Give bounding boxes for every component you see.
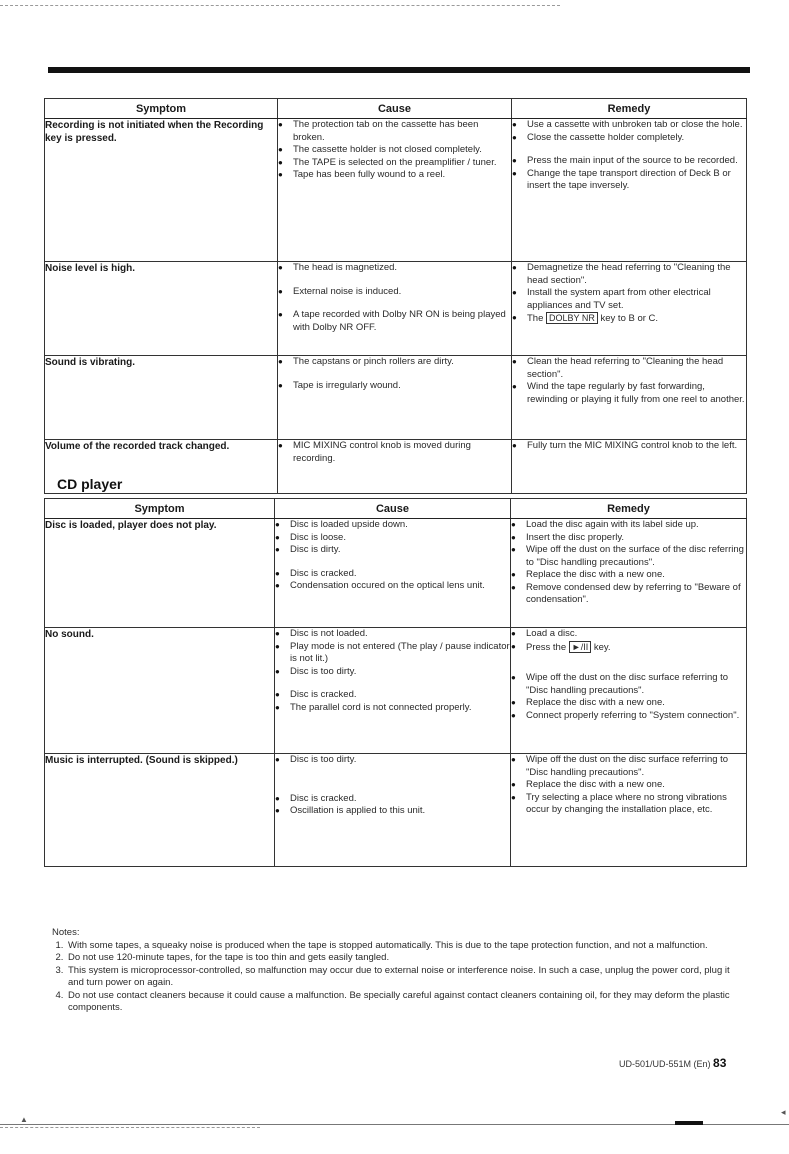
dolby-nr-key-label: DOLBY NR bbox=[546, 312, 598, 324]
note-item: 3. This system is microprocessor-controlled, so malfunction may occur due to external noise or interference noise. In such a case, unplug the power cord, plug it and turn power on again. bbox=[66, 965, 742, 990]
page-number: 83 bbox=[713, 1056, 727, 1070]
symptom-cell: Disc is loaded, player does not play. bbox=[45, 519, 275, 628]
cause-cell bbox=[275, 519, 511, 628]
remedy-item: ● Fully turn the MIC MIXING control knob to the left. bbox=[512, 440, 746, 453]
play-pause-key-label: ►/II bbox=[569, 641, 591, 653]
cause-item: ● The head is magnetized. bbox=[278, 262, 511, 275]
cause-cell bbox=[275, 754, 511, 867]
cause-item: ● Play mode is not entered (The play / pause indicator is not lit.) bbox=[275, 641, 510, 666]
cause-item: ● MIC MIXING control knob is moved during recording. bbox=[278, 440, 511, 465]
cause-item: ● Disc is too dirty. bbox=[275, 754, 510, 767]
cause-item: ● Disc is cracked. bbox=[275, 793, 510, 806]
model-number: UD-501/UD-551M (En) bbox=[619, 1059, 711, 1069]
symptom-header: Symptom bbox=[45, 99, 278, 119]
remedy-item: ● Replace the disc with a new one. bbox=[511, 697, 746, 710]
cause-item: ● The protection tab on the cassette has been broken. bbox=[278, 119, 511, 144]
table-row bbox=[45, 356, 747, 440]
cause-item: ● Disc is cracked. bbox=[275, 689, 510, 702]
scan-mark: ▲ bbox=[20, 1115, 28, 1124]
remedy-header: Remedy bbox=[511, 499, 747, 519]
remedy-item: ● Wipe off the dust on the surface of the disc referring to "Disc handling precautions". bbox=[511, 544, 746, 569]
table-row bbox=[45, 440, 747, 494]
cause-item: ● Disc is loose. bbox=[275, 532, 510, 545]
cause-cell bbox=[278, 440, 512, 494]
symptom-cell: Recording is not initiated when the Recording key is pressed. bbox=[45, 119, 278, 262]
table-header-row bbox=[45, 499, 747, 519]
remedy-item: ● Connect properly referring to "System connection". bbox=[511, 710, 746, 723]
cd-player-section-title: CD player bbox=[57, 476, 123, 492]
table-row bbox=[45, 519, 747, 628]
notes-section bbox=[52, 927, 742, 1015]
remedy-item: ● Wipe off the dust on the disc surface referring to "Disc handling precautions". bbox=[511, 672, 746, 697]
note-item: 4. Do not use contact cleaners because it could cause a malfunction. Be specially careful against contact cleaners containing oil, for they may deform the plastic components. bbox=[66, 990, 742, 1015]
symptom-cell: Volume of the recorded track changed. bbox=[45, 440, 278, 494]
header-bar bbox=[48, 67, 750, 73]
remedy-item: ● Change the tape transport direction of Deck B or insert the tape inversely. bbox=[512, 168, 746, 193]
remedy-item: ● Load a disc. bbox=[511, 628, 746, 641]
top-dashed-line bbox=[0, 5, 560, 6]
cd-troubleshooting-table bbox=[44, 498, 747, 867]
remedy-cell bbox=[512, 440, 747, 494]
bottom-dashed-line bbox=[0, 1127, 260, 1128]
remedy-item: ● Replace the disc with a new one. bbox=[511, 779, 746, 792]
scan-mark: ◂ bbox=[781, 1107, 786, 1117]
cause-item: ● External noise is induced. bbox=[278, 286, 511, 299]
cause-header: Cause bbox=[278, 99, 512, 119]
remedy-item: ● Replace the disc with a new one. bbox=[511, 569, 746, 582]
remedy-item: ● Use a cassette with unbroken tab or close the hole. bbox=[512, 119, 746, 132]
cause-item: ● Tape is irregularly wound. bbox=[278, 380, 511, 393]
note-item: 1. With some tapes, a squeaky noise is produced when the tape is stopped automatically. This is due to the tape protection function, and not a malfunction. bbox=[66, 940, 742, 953]
cause-item: ● Disc is dirty. bbox=[275, 544, 510, 557]
remedy-item: ● Clean the head referring to "Cleaning the head section". bbox=[512, 356, 746, 381]
symptom-cell: Noise level is high. bbox=[45, 262, 278, 356]
remedy-cell bbox=[511, 519, 747, 628]
notes-heading: Notes: bbox=[52, 927, 80, 938]
table-row bbox=[45, 119, 747, 262]
cause-header: Cause bbox=[275, 499, 511, 519]
remedy-cell bbox=[512, 119, 747, 262]
table-row bbox=[45, 262, 747, 356]
symptom-header: Symptom bbox=[45, 499, 275, 519]
cause-item: ● The cassette holder is not closed completely. bbox=[278, 144, 511, 157]
cause-cell bbox=[278, 119, 512, 262]
remedy-item: ● Close the cassette holder completely. bbox=[512, 132, 746, 145]
cause-item: ● Disc is cracked. bbox=[275, 568, 510, 581]
cause-item: ● Tape has been fully wound to a reel. bbox=[278, 169, 511, 182]
remedy-cell bbox=[512, 262, 747, 356]
remedy-cell bbox=[511, 628, 747, 754]
remedy-item: ● Insert the disc properly. bbox=[511, 532, 746, 545]
symptom-cell: No sound. bbox=[45, 628, 275, 754]
remedy-item: ● Demagnetize the head referring to "Cleaning the head section". bbox=[512, 262, 746, 287]
remedy-header: Remedy bbox=[512, 99, 747, 119]
remedy-item: ● Remove condensed dew by referring to "Beware of condensation". bbox=[511, 582, 746, 607]
cause-item: ● A tape recorded with Dolby NR ON is being played with Dolby NR OFF. bbox=[278, 309, 511, 334]
bottom-rule bbox=[0, 1124, 789, 1125]
cause-item: ● The TAPE is selected on the preamplifier / tuner. bbox=[278, 157, 511, 170]
remedy-item: ● Wipe off the dust on the disc surface referring to "Disc handling precautions". bbox=[511, 754, 746, 779]
table-row bbox=[45, 628, 747, 754]
remedy-item: ● Try selecting a place where no strong vibrations occur by changing the installation place, etc. bbox=[511, 792, 746, 817]
cause-cell bbox=[278, 262, 512, 356]
remedy-item: ● Install the system apart from other electrical appliances and TV set. bbox=[512, 287, 746, 312]
cause-item: ● Disc is loaded upside down. bbox=[275, 519, 510, 532]
cause-item: ● Condensation occured on the optical lens unit. bbox=[275, 580, 510, 593]
cassette-troubleshooting-table bbox=[44, 98, 747, 494]
cause-cell bbox=[278, 356, 512, 440]
symptom-cell: Sound is vibrating. bbox=[45, 356, 278, 440]
remedy-item: ● The DOLBY NR key to B or C. bbox=[512, 312, 746, 326]
cause-item: ● The capstans or pinch rollers are dirty. bbox=[278, 356, 511, 369]
cause-item: ● Oscillation is applied to this unit. bbox=[275, 805, 510, 818]
remedy-item: ● Wind the tape regularly by fast forwarding, rewinding or playing it fully from one reel to another. bbox=[512, 381, 746, 406]
cause-item: ● Disc is too dirty. bbox=[275, 666, 510, 679]
remedy-cell bbox=[511, 754, 747, 867]
table-header-row bbox=[45, 99, 747, 119]
cause-item: ● The parallel cord is not connected properly. bbox=[275, 702, 510, 715]
symptom-cell: Music is interrupted. (Sound is skipped.) bbox=[45, 754, 275, 867]
remedy-item: ● Press the ►/II key. bbox=[511, 641, 746, 655]
cause-item: ● Disc is not loaded. bbox=[275, 628, 510, 641]
notes-list bbox=[52, 940, 742, 1015]
remedy-item: ● Press the main input of the source to be recorded. bbox=[512, 155, 746, 168]
cause-cell bbox=[275, 628, 511, 754]
remedy-cell bbox=[512, 356, 747, 440]
note-item: 2. Do not use 120-minute tapes, for the tape is too thin and gets easily tangled. bbox=[66, 952, 742, 965]
remedy-item: ● Load the disc again with its label side up. bbox=[511, 519, 746, 532]
table-row bbox=[45, 754, 747, 867]
bottom-bar-mark bbox=[675, 1121, 703, 1125]
page-footer bbox=[619, 1056, 726, 1070]
